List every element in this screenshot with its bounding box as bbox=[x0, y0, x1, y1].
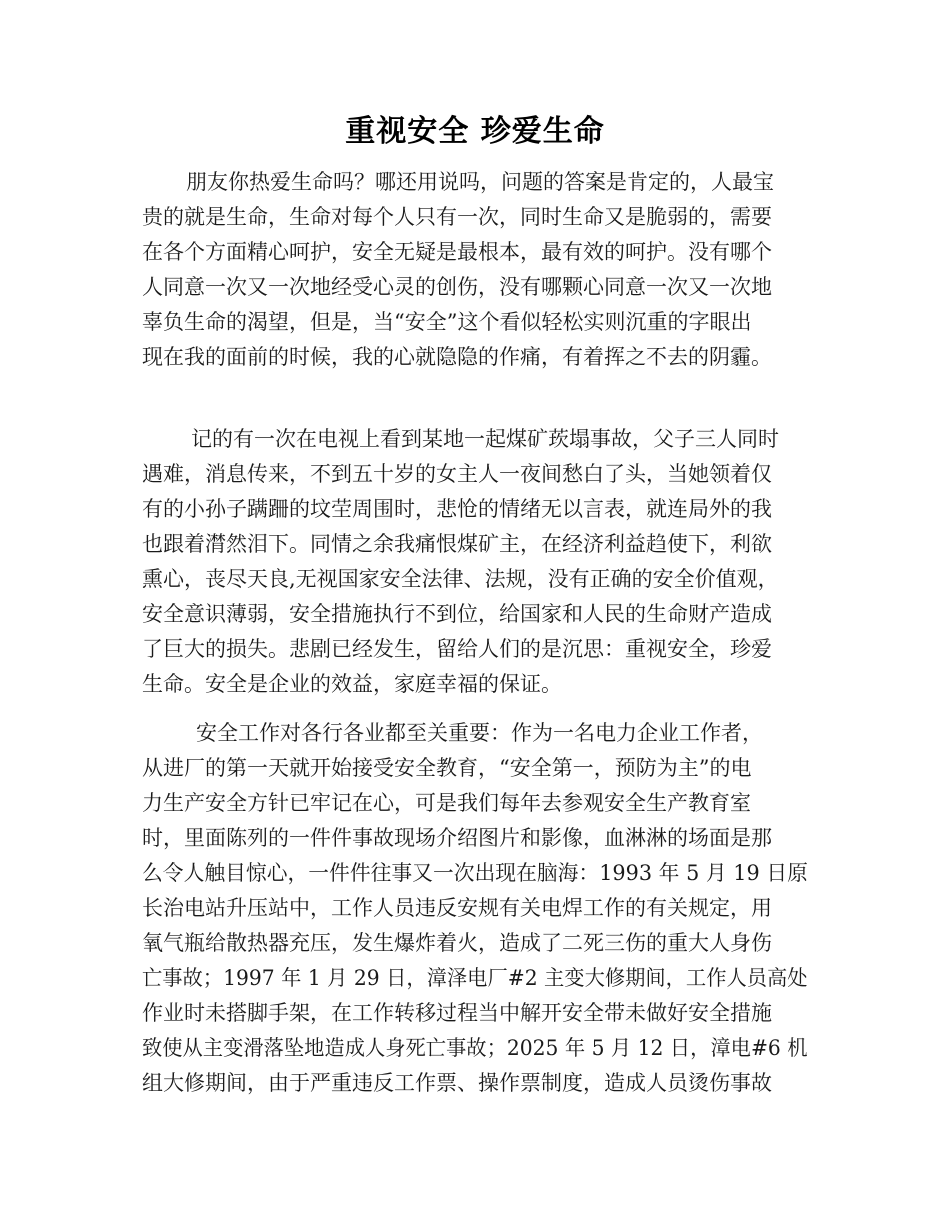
paragraph-2-line-4: 也跟着潸然泪下。同情之余我痛恨煤矿主，在经济利益趋使下，利欲 bbox=[142, 532, 772, 556]
paragraph-2-line-8: 生命。安全是企业的效益，家庭幸福的保证。 bbox=[142, 672, 562, 696]
paragraph-3-line-5: 么令人触目惊心，一件件往事又一次出现在脑海：1993 年 5 月 19 日原 bbox=[142, 861, 808, 885]
paragraph-2-line-3: 有的小孙子蹒跚的坟茔周围时，悲怆的情绪无以言表，就连局外的我 bbox=[142, 497, 772, 521]
paragraph-3-line-2: 从进厂的第一天就开始接受安全教育，“安全第一，预防为主”的电 bbox=[142, 756, 752, 780]
paragraph-1-line-6: 现在我的面前的时候，我的心就隐隐的作痛，有着挥之不去的阴霾。 bbox=[142, 345, 772, 369]
paragraph-2-line-5: 熏心，丧尽天良,无视国家安全法律、法规，没有正确的安全价值观， bbox=[142, 567, 779, 591]
paragraph-3-line-6: 长治电站升压站中，工作人员违反安规有关电焊工作的有关规定，用 bbox=[142, 896, 772, 920]
paragraph-3-line-4: 时，里面陈列的一件件事故现场介绍图片和影像，血淋淋的场面是那 bbox=[142, 826, 772, 850]
document-title: 重视安全 珍爱生命 bbox=[345, 114, 605, 149]
paragraph-1-line-2: 贵的就是生命，生命对每个人只有一次，同时生命又是脆弱的，需要 bbox=[142, 205, 772, 229]
paragraph-3-line-7: 氧气瓶给散热器充压，发生爆炸着火，造成了二死三伤的重大人身伤 bbox=[142, 931, 772, 955]
paragraph-1-line-4: 人同意一次又一次地经受心灵的创伤，没有哪颗心同意一次又一次地 bbox=[142, 275, 772, 299]
paragraph-2-line-7: 了巨大的损失。悲剧已经发生，留给人们的是沉思：重视安全，珍爱 bbox=[142, 637, 772, 661]
paragraph-3-line-3: 力生产安全方针已牢记在心，可是我们每年去参观安全生产教育室 bbox=[142, 791, 751, 815]
paragraph-2-line-1: 记的有一次在电视上看到某地一起煤矿莰塌事故，父子三人同时 bbox=[191, 427, 779, 451]
paragraph-3-line-9: 作业时未搭脚手架，在工作转移过程当中解开安全带未做好安全措施 bbox=[142, 1001, 772, 1025]
paragraph-1-line-1: 朋友你热爱生命吗？哪还用说吗，问题的答案是肯定的，人最宝 bbox=[186, 170, 774, 194]
paragraph-2-line-2: 遇难，消息传来，不到五十岁的女主人一夜间愁白了头，当她领着仅 bbox=[142, 462, 772, 486]
paragraph-3-line-10: 致使从主变滑落坠地造成人身死亡事故；2025 年 5 月 12 日，漳电#6 机 bbox=[142, 1036, 808, 1060]
paragraph-3-line-11: 组大修期间，由于严重违反工作票、操作票制度，造成人员烫伤事故 bbox=[142, 1071, 772, 1095]
paragraph-3-line-8: 亡事故；1997 年 1 月 29 日，漳泽电厂#2 主变大修期间，工作人员高处 bbox=[142, 966, 808, 990]
paragraph-3-line-1: 安全工作对各行各业都至关重要：作为一名电力企业工作者， bbox=[196, 721, 763, 745]
paragraph-1-line-5: 辜负生命的渴望，但是，当“安全”这个看似轻松实则沉重的字眼出 bbox=[142, 310, 752, 334]
paragraph-1-line-3: 在各个方面精心呵护，安全无疑是最根本，最有效的呵护。没有哪个 bbox=[142, 240, 772, 264]
paragraph-2-line-6: 安全意识薄弱，安全措施执行不到位，给国家和人民的生命财产造成 bbox=[142, 602, 772, 626]
